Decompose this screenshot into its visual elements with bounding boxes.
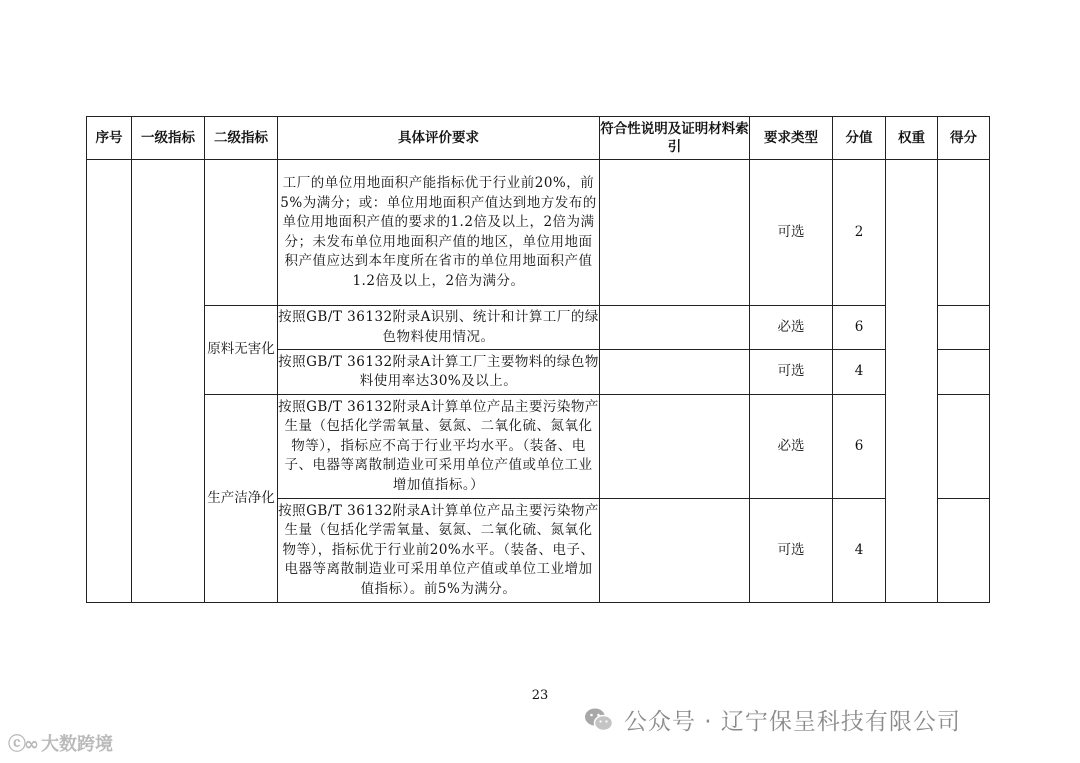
requirement-type-cell: 可选 (750, 499, 833, 603)
evidence-cell[interactable] (600, 395, 750, 499)
requirement-cell: 按照GB/T 36132附录A识别、统计和计算工厂的绿色物料使用情况。 (278, 306, 600, 350)
evaluation-table (86, 116, 990, 603)
watermark-brand (8, 730, 113, 756)
table-row (87, 160, 990, 306)
wechat-icon (584, 707, 614, 733)
header-weight: 权重 (886, 117, 938, 160)
header-result: 得分 (938, 117, 990, 160)
requirement-cell: 按照GB/T 36132附录A计算单位产品主要污染物产生量（包括化学需氧量、氨氮、二氧化硫、氮氧化物等），指标优于行业前20%水平。（装备、电子、电器等离散制造业可采用单位产值或单位工业增加值指标）。前5%为满分。 (278, 499, 600, 603)
secondary-indicator-cell (205, 160, 278, 306)
watermark-brand-text: 大数跨境 (41, 734, 113, 755)
requirement-cell: 按照GB/T 36132附录A计算工厂主要物料的绿色物料使用率达30%及以上。 (278, 350, 600, 395)
result-cell[interactable] (938, 395, 990, 499)
requirement-type-cell: 可选 (750, 350, 833, 395)
requirement-type-cell: 必选 (750, 306, 833, 350)
result-cell[interactable] (938, 350, 990, 395)
result-cell[interactable] (938, 160, 990, 306)
requirement-type-cell: 可选 (750, 160, 833, 306)
brand-logo-icon: ⓒ∞ (8, 734, 37, 755)
header-requirement: 具体评价要求 (278, 117, 600, 160)
evidence-cell[interactable] (600, 306, 750, 350)
score-cell: 6 (833, 395, 886, 499)
watermark-account (584, 703, 961, 736)
requirement-cell: 按照GB/T 36132附录A计算单位产品主要污染物产生量（包括化学需氧量、氨氮、二氧化硫、氮氧化物等），指标应不高于行业平均水平。（装备、电子、电器等离散制造业可采用单位产值或单位工业增加值指标。） (278, 395, 600, 499)
page-number: 23 (531, 688, 549, 703)
secondary-indicator-cell: 生产洁净化 (205, 395, 278, 603)
header-score: 分值 (833, 117, 886, 160)
evidence-cell[interactable] (600, 350, 750, 395)
score-cell: 4 (833, 350, 886, 395)
header-secondary-indicator: 二级指标 (205, 117, 278, 160)
requirement-type-cell: 必选 (750, 395, 833, 499)
evidence-cell[interactable] (600, 499, 750, 603)
requirement-cell: 工厂的单位用地面积产能指标优于行业前20%，前5%为满分；或：单位用地面积产值达到地方发布的单位用地面积产值的要求的1.2倍及以上，2倍为满分；未发布单位用地面积产值的地区，单位用地面积产值应达到本年度所在省市的单位用地面积产值1.2倍及以上，2倍为满分。 (278, 160, 600, 306)
weight-cell (886, 160, 938, 603)
table-header-row (87, 117, 990, 160)
score-cell: 4 (833, 499, 886, 603)
watermark-account-text: 公众号 · 辽宁保呈科技有限公司 (624, 709, 961, 735)
primary-indicator-cell (132, 160, 205, 603)
table-row (87, 395, 990, 499)
result-cell[interactable] (938, 306, 990, 350)
header-seq: 序号 (87, 117, 132, 160)
header-primary-indicator: 一级指标 (132, 117, 205, 160)
result-cell[interactable] (938, 499, 990, 603)
header-requirement-type: 要求类型 (750, 117, 833, 160)
score-cell: 2 (833, 160, 886, 306)
evidence-cell[interactable] (600, 160, 750, 306)
seq-cell (87, 160, 132, 603)
score-cell: 6 (833, 306, 886, 350)
header-evidence: 符合性说明及证明材料索引 (600, 117, 750, 160)
table-row (87, 306, 990, 350)
secondary-indicator-cell: 原料无害化 (205, 306, 278, 395)
